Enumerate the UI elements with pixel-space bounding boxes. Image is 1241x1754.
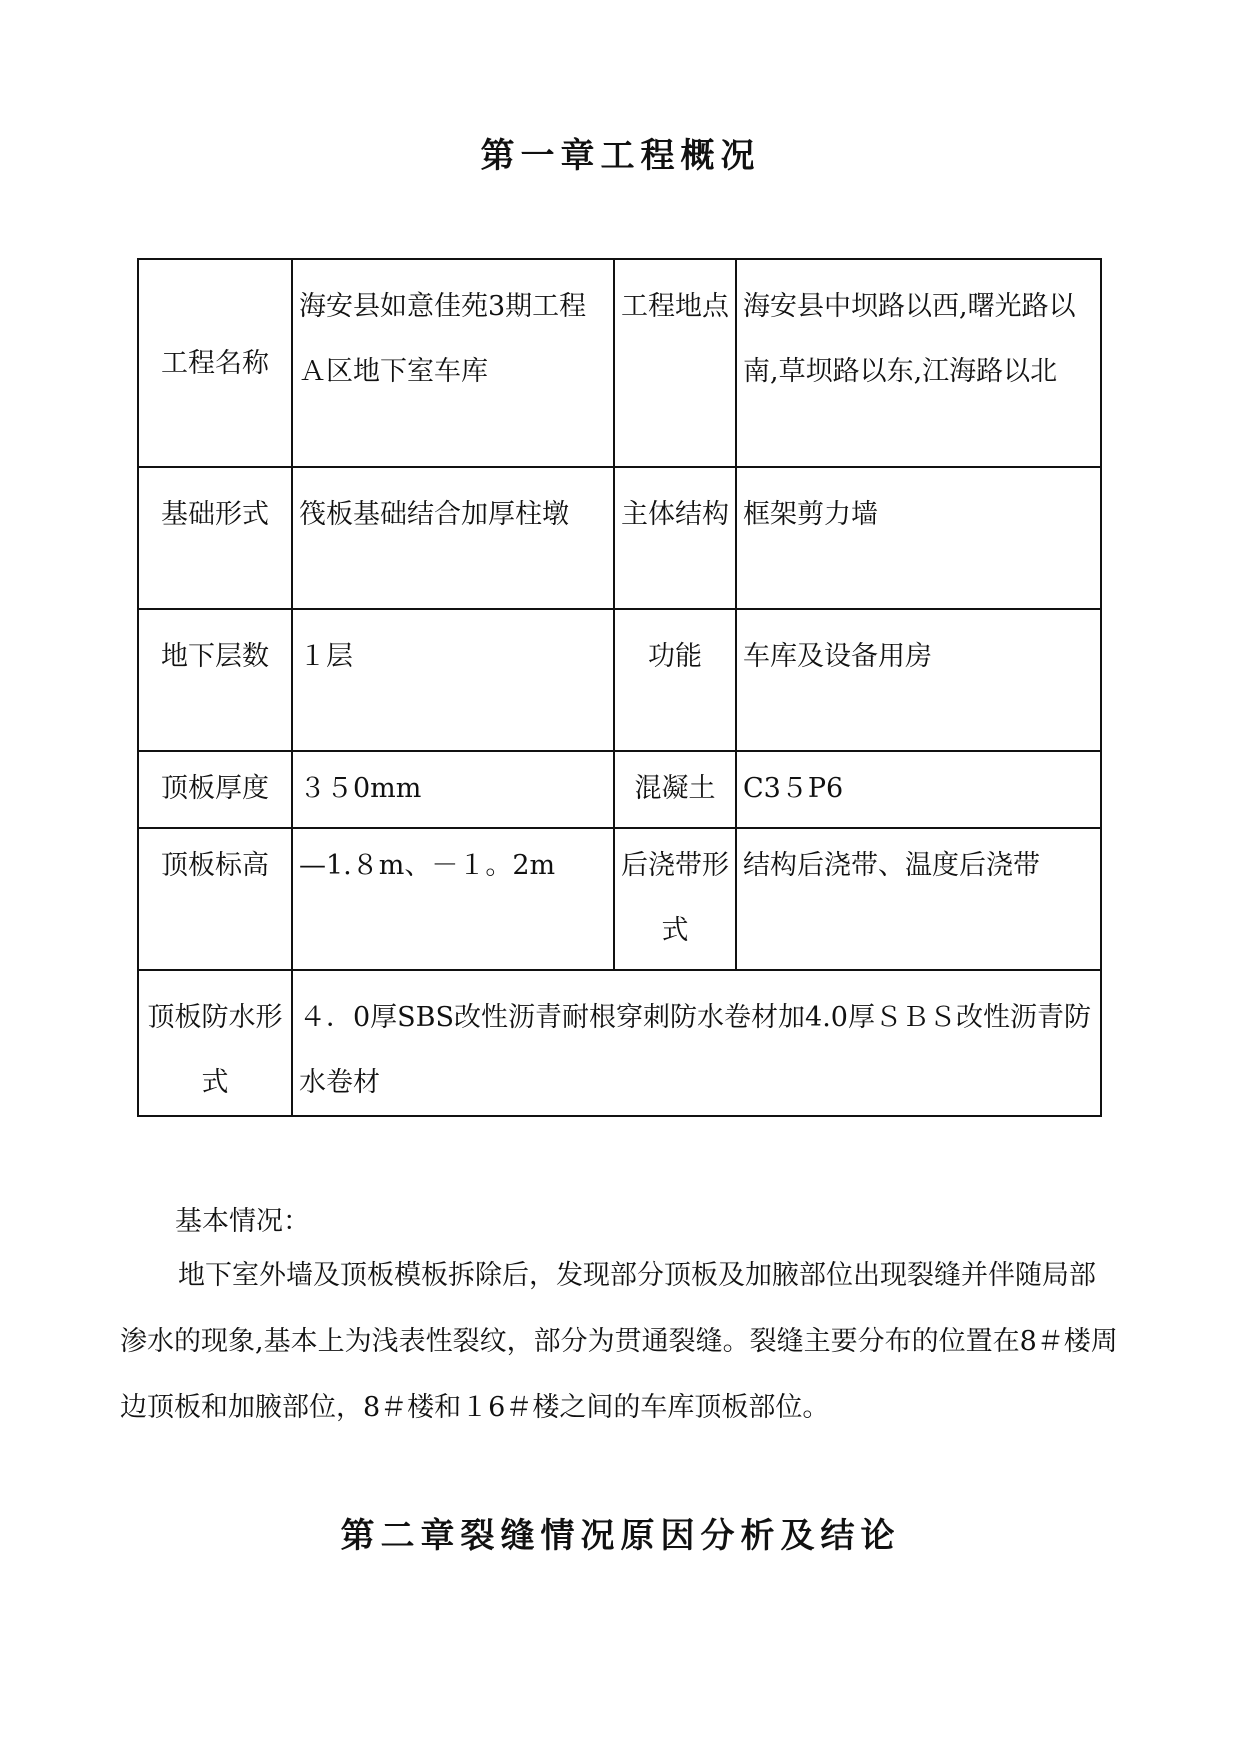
value-post-pour-strip: 结构后浇带、温度后浇带: [736, 828, 1101, 970]
label-basement-floors: 地下层数: [138, 609, 292, 751]
label-roof-waterproofing: 顶板防水形式: [138, 970, 292, 1116]
table-row: [138, 828, 1101, 970]
label-concrete: 混凝土: [614, 751, 736, 828]
value-project-location: 海安县中坝路以西,曙光路以南,草坝路以东,江海路以北: [736, 259, 1101, 467]
label-main-structure: 主体结构: [614, 467, 736, 609]
table-row: [138, 751, 1101, 828]
table-row: [138, 970, 1101, 1116]
value-roof-waterproofing: ４．0厚SBS改性沥青耐根穿刺防水卷材加4.0厚ＳＢＳ改性沥青防水卷材: [292, 970, 1101, 1116]
value-concrete: C3５P6: [736, 751, 1101, 828]
table-row: [138, 259, 1101, 467]
label-function: 功能: [614, 609, 736, 751]
basic-situation-text: 地下室外墙及顶板模板拆除后，发现部分顶板及加腋部位出现裂缝并伴随局部渗水的现象,基本上为浅表性裂纹，部分为贯通裂缝。裂缝主要分布的位置在8＃楼周边顶板和加腋部位，8＃楼和１6＃楼之间的车库顶板部位。: [120, 1260, 1118, 1423]
value-project-name: 海安县如意佳苑3期工程Ａ区地下室车库: [292, 259, 614, 467]
chapter-2-title: 第二章裂缝情况原因分析及结论: [340, 1516, 901, 1556]
table-row: [138, 609, 1101, 751]
label-roof-elevation: 顶板标高: [138, 828, 292, 970]
value-roof-elevation: —1.８m、－１。2m: [292, 828, 614, 970]
label-project-name: 工程名称: [138, 259, 292, 467]
table-row: [138, 467, 1101, 609]
value-function: 车库及设备用房: [736, 609, 1101, 751]
value-basement-floors: １层: [292, 609, 614, 751]
basic-situation-label: 基本情况：: [175, 1206, 310, 1237]
value-main-structure: 框架剪力墙: [736, 467, 1101, 609]
label-project-location: 工程地点: [614, 259, 736, 467]
label-roof-thickness: 顶板厚度: [138, 751, 292, 828]
label-foundation-type: 基础形式: [138, 467, 292, 609]
value-foundation-type: 筏板基础结合加厚柱墩: [292, 467, 614, 609]
label-post-pour-strip: 后浇带形式: [614, 828, 736, 970]
value-roof-thickness: ３５0mm: [292, 751, 614, 828]
project-overview-table: [137, 258, 1102, 1117]
chapter-1-title: 第一章工程概况: [480, 136, 761, 176]
